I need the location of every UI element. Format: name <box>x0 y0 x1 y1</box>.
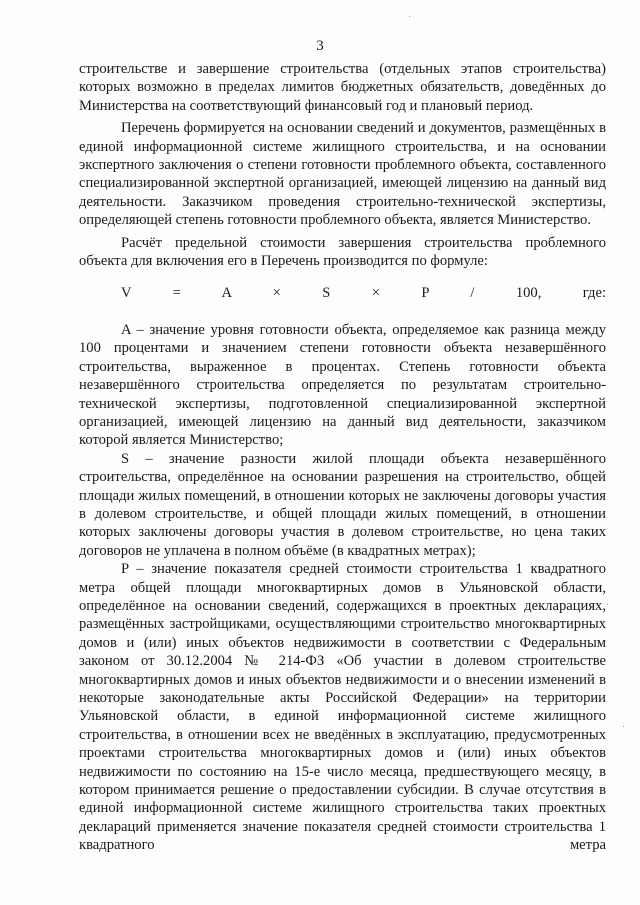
formula: V = A × S × P / 100, где: <box>121 285 606 302</box>
paragraph-definition-a: A – значение уровня готовности объекта, определяемое как разница между 100 процентами и значением степени готовности объекта незавершённого строительства, выраженное в процентах. Степень готовности объекта незавершённого строительства определяется по результатам строительно-технической экспертизы, подготовленной специализированной экспертной организацией, имеющей лицензию на данный вид деятельности, заказчиком которой является Министерство; <box>79 321 606 449</box>
paragraph-definition-s: S – значение разности жилой площади объекта незавершённого строительства, определённое на основании разрешения на строительство, общей площади жилых помещений, в отношении которых не заключены договоры участия в долевом строительстве, и общей площади жилых помещений, в отношении которых заключены договоры участия в долевом строительстве, но цена таких договоров не уплачена в полном объёме (в квадратных метрах); <box>79 450 606 559</box>
scan-artifact: · <box>408 12 412 23</box>
page-number: 3 <box>316 38 324 54</box>
scan-artifact: · <box>622 722 626 733</box>
paragraph-cost-calculation: Расчёт предельной стоимости завершения строительства проблемного объекта для включения его в Перечень производится по формуле: <box>79 234 606 270</box>
paragraph-definition-p: P – значение показателя средней стоимости строительства 1 квадратного метра общей площади многоквартирных домов в Ульяновской области, определённое на основании сведений, содержащихся в проектных декларациях, размещённых застройщиками, осуществляющими строительство многоквартирных домов и (или) иных объектов недвижимости в соответствии с Федеральным законом от 30.12.2004 № 214-ФЗ «Об участии в долевом строительстве многоквартирных домов и иных объектов недвижимости и о внесении изменений в некоторые законодательные акты Российской Федерации» на территории Ульяновской области, в единой информационной системе жилищного строительства, в отношении всех не введённых в эксплуатацию, предусмотренных проектами строительства многоквартирных домов и (или) иных объектов недвижимости по состоянию на 15-е число месяца, предшествующего месяцу, в котором принимается решение о предоставлении субсидии. В случае отсутствия в единой информационной системе жилищного строительства таких проектных деклараций применяется значение показателя средней стоимости строительства 1 квадратного метра <box>79 561 606 854</box>
document-body <box>79 60 606 855</box>
paragraph-continuation: строительстве и завершение строительства (отдельных этапов строительства) которых возможно в пределах лимитов бюджетных обязательств, доведённых до Министерства на соответствующий финансовый год и плановый период. <box>79 61 606 114</box>
paragraph-list-formation: Перечень формируется на основании сведений и документов, размещённых в единой информационной системе жилищного строительства, и на основании экспертного заключения о степени готовности проблемного объекта, составленного специализированной экспертной организацией, имеющей лицензию на данный вид деятельности. Заказчиком проведения строительно-технической экспертизы, определяющей степень готовности проблемного объекта, является Министерство. <box>79 120 606 229</box>
scan-artifact: · <box>606 600 610 611</box>
